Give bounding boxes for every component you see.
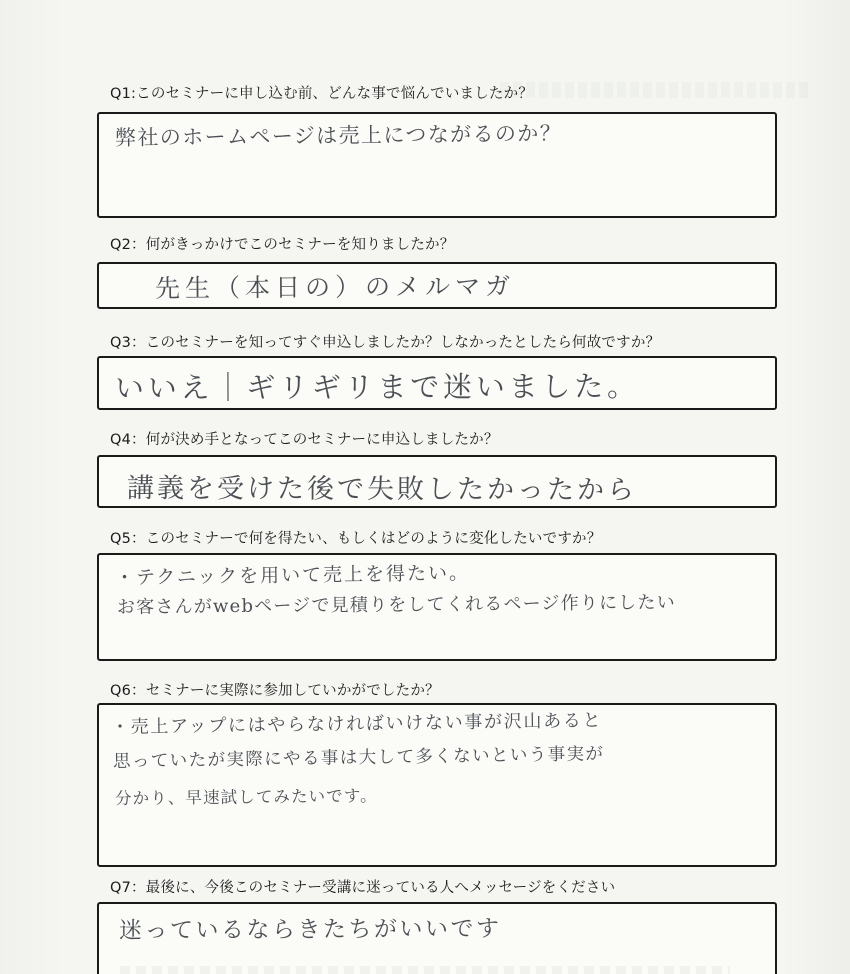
answer-6-line-3: 分かり、早速試してみたいです。 — [114, 786, 378, 808]
question-2-label: Q2：何がきっかけでこのセミナーを知りましたか？ — [110, 237, 455, 253]
question-7-label: Q7：最後に、今後このセミナー受講に迷っている人へメッセージをください — [110, 880, 616, 896]
question-1-label: Q1:このセミナーに申し込む前、どんな事で悩んでいましたか？ — [110, 86, 534, 102]
answer-6-line-2: 思っていたが実際にやる事は大して多くないという事実が — [112, 744, 605, 772]
answer-1-line-1: 弊社のホームページは売上につながるのか？ — [114, 121, 563, 150]
question-4-label: Q4：何が決め手となってこのセミナーに申込しましたか？ — [110, 432, 499, 448]
answer-7-line-1: 迷っているならきたちがいいです — [118, 915, 502, 944]
answer-6-box — [97, 703, 777, 867]
answer-4-line-1: 講義を受けた後で失敗したかったから — [126, 473, 638, 506]
answer-7-box — [97, 902, 777, 974]
answer-6-line-1: ・売上アップにはやらなければいけない事が沢山あると — [110, 710, 603, 738]
answer-5-line-1: ・テクニックを用いて売上を得たい。 — [114, 562, 471, 589]
answer-5-box — [97, 553, 777, 661]
answer-2-line-1: 先生（本日の）のメルマガ — [154, 271, 516, 303]
answer-5-line-2: お客さんがwebページで見積りをしてくれるページ作りにしたい — [116, 592, 676, 618]
answer-2-box — [97, 262, 777, 309]
answer-4-box — [97, 455, 777, 508]
answer-1-box — [97, 112, 777, 218]
question-3-label: Q3：このセミナーを知ってすぐ申込しましたか？しなかったとしたら何故ですか？ — [110, 335, 661, 351]
faint-footer-mark — [120, 966, 730, 974]
answer-3-line-1: いいえ｜ギリギリまで迷いました。 — [114, 369, 640, 405]
faint-header-mark — [500, 82, 810, 98]
answer-3-box — [97, 356, 777, 410]
question-5-label: Q5：このセミナーで何を得たい、もしくはどのように変化したいですか？ — [110, 531, 602, 547]
question-6-label: Q6：セミナーに実際に参加していかがでしたか？ — [110, 683, 440, 699]
